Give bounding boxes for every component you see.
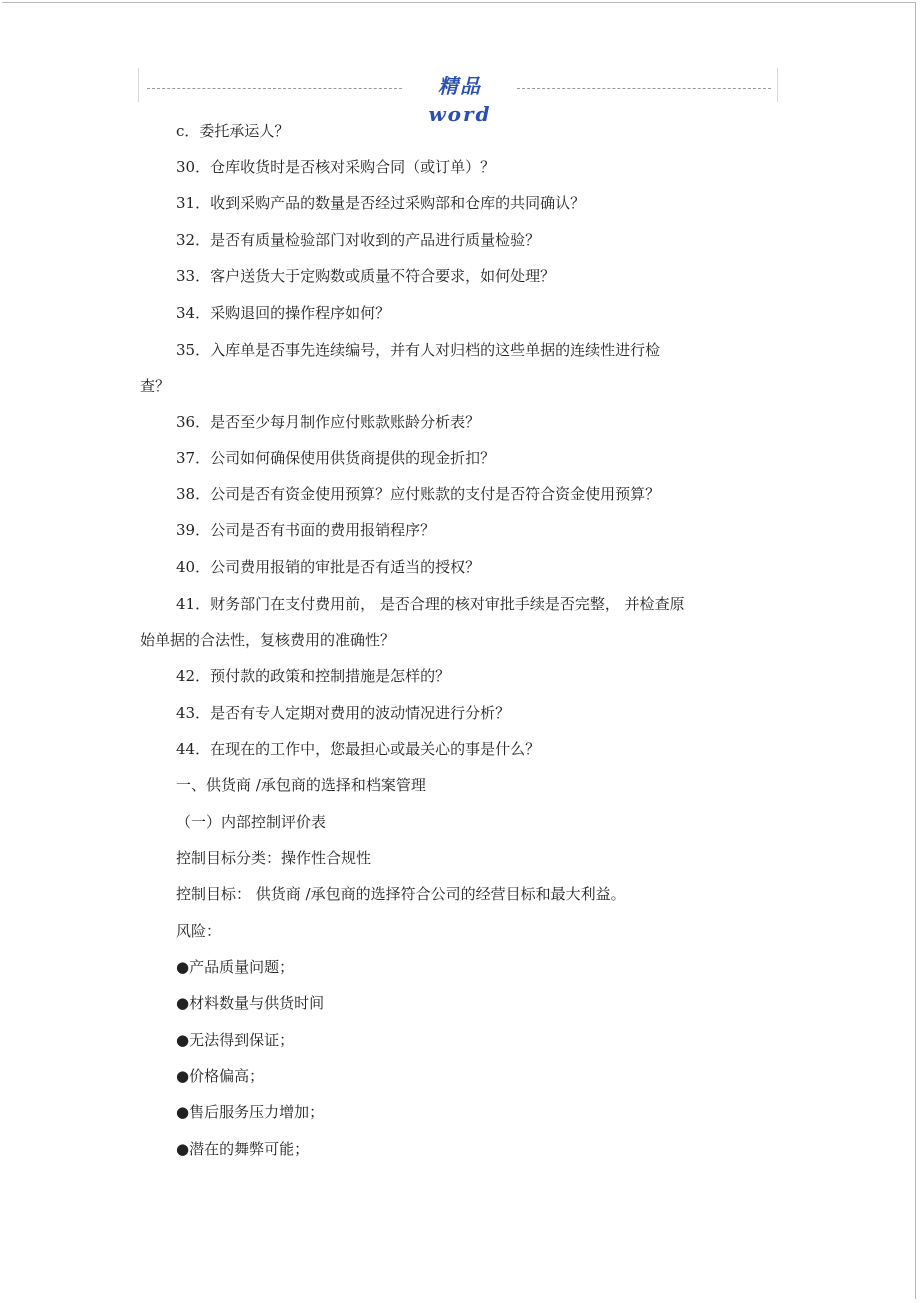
section-heading: 一、供货商 /承包商的选择和档案管理 <box>176 776 426 794</box>
risk-item: ●售后服务压力增加； <box>176 1103 325 1121</box>
list-item: 32．是否有质量检验部门对收到的产品进行质量检验？ <box>176 231 541 249</box>
list-item-continuation: 始单据的合法性，复核费用的准确性？ <box>140 631 396 649</box>
risk-heading: 风险： <box>176 922 222 940</box>
risk-item: ●材料数量与供货时间 <box>176 994 325 1012</box>
list-item: c．委托承运人？ <box>176 122 290 140</box>
list-item: 36．是否至少每月制作应付账款账龄分析表？ <box>176 413 481 431</box>
risk-item: ●潜在的舞弊可能； <box>176 1140 310 1158</box>
list-item: 43．是否有专人定期对费用的波动情况进行分析？ <box>176 704 511 722</box>
risk-item: ●无法得到保证； <box>176 1031 295 1049</box>
control-objective: 控制目标： 供货商 /承包商的选择符合公司的经营目标和最大利益。 <box>176 885 626 903</box>
list-item: 38．公司是否有资金使用预算？应付账款的支付是否符合资金使用预算？ <box>176 485 661 503</box>
list-item: 44．在现在的工作中，您最担心或最关心的事是什么？ <box>176 740 541 758</box>
list-item: 40．公司费用报销的审批是否有适当的授权？ <box>176 558 481 576</box>
page-header <box>138 68 778 126</box>
list-item: 30．仓库收货时是否核对采购合同（或订单）？ <box>176 158 496 176</box>
header-logo: 精品 word <box>428 74 492 126</box>
list-item: 35．入库单是否事先连续编号，并有人对归档的这些单据的连续性进行检 <box>176 341 661 359</box>
list-item: 31．收到采购产品的数量是否经过采购部和仓库的共同确认？ <box>176 194 586 212</box>
list-item: 39．公司是否有书面的费用报销程序？ <box>176 521 436 539</box>
list-item: 42．预付款的政策和控制措施是怎样的？ <box>176 667 451 685</box>
list-item: 37．公司如何确保使用供货商提供的现金折扣？ <box>176 449 496 467</box>
list-item: 34．采购退回的操作程序如何？ <box>176 304 391 322</box>
subsection-heading: （一）内部控制评价表 <box>176 813 327 831</box>
list-item: 33．客户送货大于定购数或质量不符合要求，如何处理？ <box>176 267 556 285</box>
header-dashed-rule-right <box>517 88 771 89</box>
list-item-continuation: 查？ <box>140 377 171 395</box>
header-dashed-rule-left <box>147 88 402 89</box>
risk-item: ●产品质量问题； <box>176 958 295 976</box>
control-category: 控制目标分类：操作性合规性 <box>176 849 372 867</box>
risk-item: ●价格偏高； <box>176 1067 265 1085</box>
list-item: 41．财务部门在支付费用前， 是否合理的核对审批手续是否完整， 并检查原 <box>176 595 685 613</box>
